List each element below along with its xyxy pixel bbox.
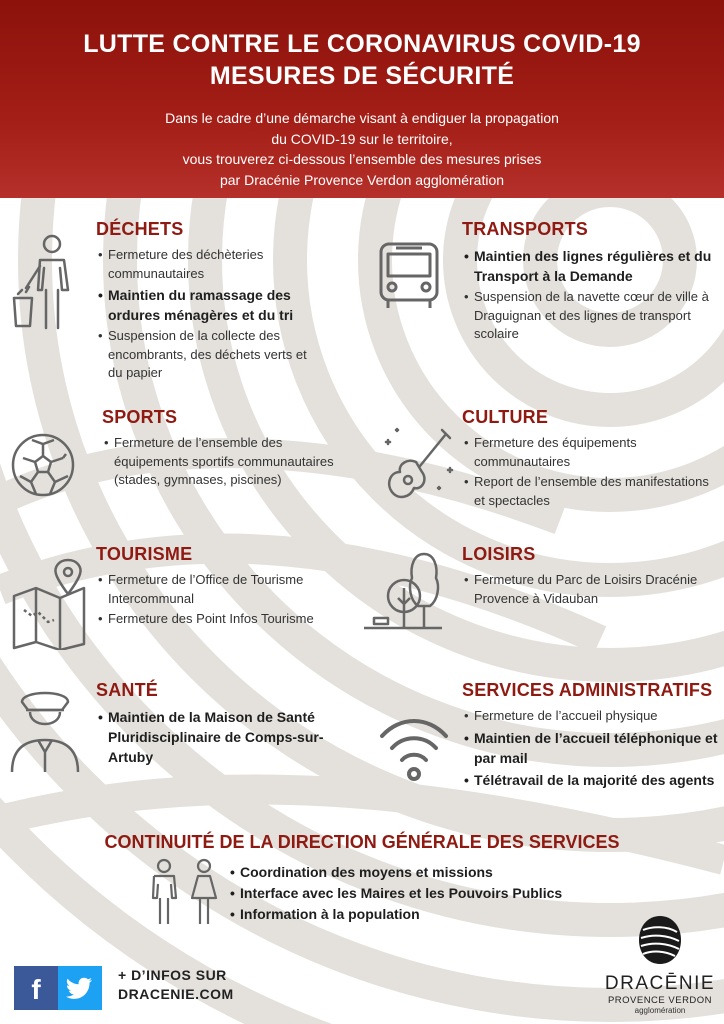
facebook-button[interactable] (14, 966, 58, 1010)
section-dechets (96, 219, 316, 385)
intro-line: Dans le cadre d’une démarche visant à endiguer la propagation (165, 110, 559, 126)
section-title: SANTÉ (96, 680, 159, 700)
intro-text (80, 108, 644, 190)
list-item: • Maintien des lignes régulières et du Transport à la Demande (462, 246, 712, 286)
facebook-icon (14, 966, 58, 1010)
wifi-icon (376, 706, 452, 786)
person-trash-icon (10, 232, 80, 332)
continuite-title: CONTINUITÉ DE LA DIRECTION GÉNÉRALE DES SERVICES (104, 832, 620, 852)
section-loisirs (462, 544, 712, 610)
section-title: SPORTS (102, 407, 178, 427)
list-item: • Fermeture des déchèteries communautaires (96, 246, 316, 283)
intro-line: par Dracénie Provence Verdon agglomération (219, 171, 505, 188)
section-title: DÉCHETS (96, 219, 184, 239)
section-title: CULTURE (462, 407, 549, 427)
park-trees-icon (362, 548, 444, 632)
section-title: TOURISME (96, 544, 193, 564)
map-pin-icon (10, 558, 90, 650)
list-item: • Maintien de la Maison de Santé Pluridisciplinaire de Comps-sur-Artuby (96, 707, 326, 767)
list-item: • Suspension de la navette cœur de ville à Draguignan et des lignes de transport scolaire (462, 288, 712, 344)
intro-line: vous trouverez ci-dessous l’ensemble des mesures prises (182, 151, 542, 167)
officer-icon (8, 684, 82, 774)
more-info-line: + D’INFOS SUR (118, 967, 227, 983)
list-item: • Fermeture du Parc de Loisirs Dracénie Provence à Vidauban (462, 571, 712, 608)
list-item: • Fermeture de l’Office de Tourisme Intercommunal (96, 571, 346, 608)
section-culture (462, 407, 712, 512)
facebook-glyph: f (31, 974, 41, 1005)
twitter-button[interactable] (58, 966, 102, 1010)
list-item: • Maintien de l’accueil téléphonique et par mail (462, 728, 720, 768)
section-title: SERVICES ADMINISTRATIFS (462, 680, 713, 700)
list-item: • Télétravail de la majorité des agents (462, 770, 720, 790)
section-sante (96, 680, 326, 769)
section-tourisme (96, 544, 346, 631)
title-line-2: MESURES DE SÉCURITÉ (209, 62, 515, 90)
list-item: • Fermeture de l’accueil physique (462, 707, 720, 726)
list-item: • Suspension de la collecte des encombrants, des déchets verts et du papier (96, 327, 316, 383)
bus-icon (376, 240, 442, 312)
logo-emblem-icon (637, 914, 683, 966)
section-title: LOISIRS (462, 544, 536, 564)
logo-name: DRACĒNIE (604, 973, 716, 994)
list-item: • Interface avec les Maires et les Pouvoirs Publics (230, 883, 562, 904)
website-link[interactable]: DRACENIE.COM (118, 986, 234, 1002)
more-info (118, 966, 234, 1004)
section-services-administratifs (462, 680, 720, 792)
title-line-1: LUTTE CONTRE LE CORONAVIRUS COVID-19 (83, 30, 641, 58)
list-item: • Maintien du ramassage des ordures ménagères et du tri (96, 285, 316, 325)
list-item: • Fermeture des équipements communautaires (462, 434, 712, 471)
logo-subtitle-2: agglomération (634, 1006, 686, 1015)
intro-line: du COVID-19 sur le territoire, (271, 130, 453, 147)
section-sports (102, 407, 352, 492)
continuite-list (230, 862, 562, 925)
logo-subtitle: PROVENCE VERDON (607, 995, 713, 1006)
list-item: • Fermeture des Point Infos Tourisme (96, 610, 346, 629)
twitter-icon (58, 966, 102, 1010)
soccer-ball-icon (10, 432, 76, 498)
dracenie-logo (604, 914, 716, 1015)
list-item: • Coordination des moyens et missions (230, 862, 562, 883)
page-title (0, 28, 724, 92)
list-item: • Information à la population (230, 904, 562, 925)
list-item: • Report de l’ensemble des manifestations et spectacles (462, 473, 712, 510)
section-title: TRANSPORTS (462, 219, 589, 239)
section-transports (462, 219, 712, 346)
list-item: • Fermeture de l’ensemble des équipements sportifs communautaires (stades, gymnases, piscines) (102, 434, 352, 490)
people-icon (146, 858, 224, 926)
guitar-icon (382, 424, 458, 504)
